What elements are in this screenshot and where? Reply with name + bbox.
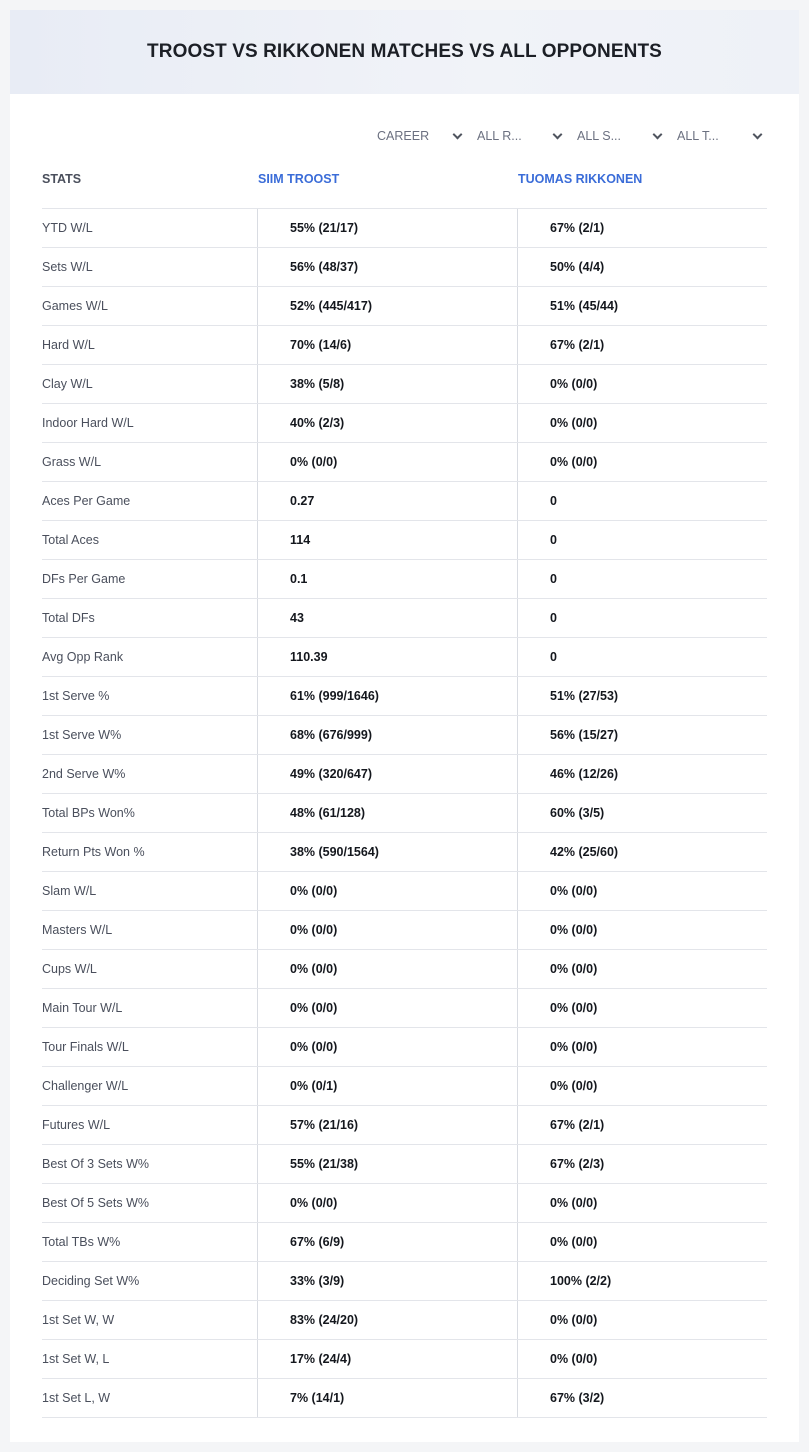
stat-label: Games W/L xyxy=(42,299,108,313)
table-row xyxy=(42,1067,767,1106)
player2-value: 50% (4/4) xyxy=(517,248,767,286)
stat-label: Total BPs Won% xyxy=(42,806,135,820)
player2-value: 0% (0/0) xyxy=(517,365,767,403)
table-row xyxy=(42,911,767,950)
player1-value: 57% (21/16) xyxy=(257,1106,517,1144)
player1-value: 83% (24/20) xyxy=(257,1301,517,1339)
player2-value: 46% (12/26) xyxy=(517,755,767,793)
stat-label: Deciding Set W% xyxy=(42,1274,140,1288)
column-header-stats: STATS xyxy=(42,172,82,186)
player1-value: 0% (0/1) xyxy=(257,1067,517,1105)
stat-label: DFs Per Game xyxy=(42,572,126,586)
player2-value: 67% (2/3) xyxy=(517,1145,767,1183)
stat-label: 1st Serve % xyxy=(42,689,110,703)
player2-value: 0% (0/0) xyxy=(517,911,767,949)
stat-label: Total TBs W% xyxy=(42,1235,121,1249)
stat-label: Aces Per Game xyxy=(42,494,131,508)
player2-value: 0% (0/0) xyxy=(517,404,767,442)
player2-value: 0% (0/0) xyxy=(517,1301,767,1339)
player1-value: 49% (320/647) xyxy=(257,755,517,793)
player2-value: 0 xyxy=(517,521,767,559)
table-row xyxy=(42,794,767,833)
player1-value: 0% (0/0) xyxy=(257,989,517,1027)
player2-value: 100% (2/2) xyxy=(517,1262,767,1300)
player1-value: 70% (14/6) xyxy=(257,326,517,364)
table-row xyxy=(42,833,767,872)
table-row xyxy=(42,404,767,443)
stat-label: Best Of 3 Sets W% xyxy=(42,1157,149,1171)
player1-value: 7% (14/1) xyxy=(257,1379,517,1417)
table-row xyxy=(42,287,767,326)
stat-label: Masters W/L xyxy=(42,923,113,937)
table-row xyxy=(42,872,767,911)
filter-bar xyxy=(367,126,767,146)
filter-period-select[interactable] xyxy=(367,126,467,146)
player1-value: 0% (0/0) xyxy=(257,950,517,988)
stat-label: Tour Finals W/L xyxy=(42,1040,129,1054)
player2-value: 0 xyxy=(517,599,767,637)
player1-value: 67% (6/9) xyxy=(257,1223,517,1261)
player1-value: 56% (48/37) xyxy=(257,248,517,286)
player1-value: 52% (445/417) xyxy=(257,287,517,325)
stat-label: YTD W/L xyxy=(42,221,93,235)
table-row xyxy=(42,443,767,482)
filter-round-select[interactable] xyxy=(467,126,567,146)
stat-label: 1st Set L, W xyxy=(42,1391,111,1405)
page-header xyxy=(10,10,799,94)
table-row xyxy=(42,248,767,287)
table-row xyxy=(42,1340,767,1379)
table-row xyxy=(42,365,767,404)
chevron-down-icon xyxy=(653,129,663,139)
stat-label: Main Tour W/L xyxy=(42,1001,123,1015)
filter-value: ALL S... xyxy=(577,129,622,143)
player1-value: 55% (21/17) xyxy=(257,209,517,247)
stat-label: 1st Set W, L xyxy=(42,1352,110,1366)
table-row xyxy=(42,1262,767,1301)
player2-value: 42% (25/60) xyxy=(517,833,767,871)
player2-value: 0 xyxy=(517,560,767,598)
table-row xyxy=(42,1184,767,1223)
stat-label: Indoor Hard W/L xyxy=(42,416,134,430)
table-row xyxy=(42,677,767,716)
chevron-down-icon xyxy=(553,129,563,139)
table-row xyxy=(42,521,767,560)
player2-value: 67% (2/1) xyxy=(517,1106,767,1144)
player2-value: 0% (0/0) xyxy=(517,950,767,988)
stat-label: Challenger W/L xyxy=(42,1079,129,1093)
table-row xyxy=(42,989,767,1028)
stat-label: Hard W/L xyxy=(42,338,95,352)
table-row xyxy=(42,1223,767,1262)
table-row xyxy=(42,755,767,794)
player1-value: 0% (0/0) xyxy=(257,443,517,481)
player1-value: 33% (3/9) xyxy=(257,1262,517,1300)
stat-label: Slam W/L xyxy=(42,884,97,898)
player1-value: 0% (0/0) xyxy=(257,1184,517,1222)
stat-label: Total Aces xyxy=(42,533,99,547)
player2-value: 0% (0/0) xyxy=(517,1067,767,1105)
table-row xyxy=(42,1301,767,1340)
stat-label: Best Of 5 Sets W% xyxy=(42,1196,149,1210)
stat-label: Total DFs xyxy=(42,611,95,625)
player2-value: 0 xyxy=(517,638,767,676)
player1-value: 38% (590/1564) xyxy=(257,833,517,871)
table-row xyxy=(42,1379,767,1418)
player1-value: 43 xyxy=(257,599,517,637)
table-row xyxy=(42,209,767,248)
page-title: TROOST VS RIKKONEN MATCHES VS ALL OPPONENTS xyxy=(147,41,662,62)
player1-value: 0% (0/0) xyxy=(257,872,517,910)
table-row xyxy=(42,1028,767,1067)
table-row xyxy=(42,950,767,989)
player2-value: 51% (27/53) xyxy=(517,677,767,715)
player1-value: 114 xyxy=(257,521,517,559)
stat-label: Sets W/L xyxy=(42,260,93,274)
player2-value: 0% (0/0) xyxy=(517,989,767,1027)
filter-tournament-select[interactable] xyxy=(667,126,767,146)
chevron-down-icon xyxy=(453,129,463,139)
filter-value: ALL R... xyxy=(477,129,522,143)
player1-value: 61% (999/1646) xyxy=(257,677,517,715)
stat-label: Cups W/L xyxy=(42,962,97,976)
column-header-player1[interactable]: SIIM TROOST xyxy=(258,172,340,186)
stat-label: Grass W/L xyxy=(42,455,102,469)
player1-value: 0.1 xyxy=(257,560,517,598)
player2-value: 0% (0/0) xyxy=(517,872,767,910)
player1-value: 0.27 xyxy=(257,482,517,520)
filter-surface-select[interactable] xyxy=(567,126,667,146)
stats-table xyxy=(42,208,767,1418)
table-row xyxy=(42,482,767,521)
column-header-player2[interactable]: TUOMAS RIKKONEN xyxy=(518,172,643,186)
player1-value: 0% (0/0) xyxy=(257,911,517,949)
stat-label: 1st Set W, W xyxy=(42,1313,115,1327)
stats-card xyxy=(10,10,799,1442)
player2-value: 67% (3/2) xyxy=(517,1379,767,1417)
player2-value: 67% (2/1) xyxy=(517,209,767,247)
stat-label: Avg Opp Rank xyxy=(42,650,124,664)
stat-label: 2nd Serve W% xyxy=(42,767,126,781)
table-row xyxy=(42,638,767,677)
player1-value: 17% (24/4) xyxy=(257,1340,517,1378)
player2-value: 0% (0/0) xyxy=(517,443,767,481)
player2-value: 60% (3/5) xyxy=(517,794,767,832)
table-row xyxy=(42,599,767,638)
player2-value: 0% (0/0) xyxy=(517,1028,767,1066)
stat-label: 1st Serve W% xyxy=(42,728,122,742)
player2-value: 0 xyxy=(517,482,767,520)
filter-value: ALL T... xyxy=(677,129,719,143)
player2-value: 67% (2/1) xyxy=(517,326,767,364)
stat-label: Futures W/L xyxy=(42,1118,111,1132)
player1-value: 48% (61/128) xyxy=(257,794,517,832)
chevron-down-icon xyxy=(753,129,763,139)
table-row xyxy=(42,560,767,599)
player1-value: 0% (0/0) xyxy=(257,1028,517,1066)
player2-value: 0% (0/0) xyxy=(517,1223,767,1261)
table-row xyxy=(42,716,767,755)
stat-label: Clay W/L xyxy=(42,377,93,391)
player2-value: 56% (15/27) xyxy=(517,716,767,754)
table-row xyxy=(42,1145,767,1184)
table-row xyxy=(42,326,767,365)
player2-value: 51% (45/44) xyxy=(517,287,767,325)
player2-value: 0% (0/0) xyxy=(517,1340,767,1378)
player1-value: 38% (5/8) xyxy=(257,365,517,403)
player1-value: 40% (2/3) xyxy=(257,404,517,442)
player1-value: 68% (676/999) xyxy=(257,716,517,754)
player2-value: 0% (0/0) xyxy=(517,1184,767,1222)
player1-value: 55% (21/38) xyxy=(257,1145,517,1183)
table-header xyxy=(42,170,767,208)
filter-value: CAREER xyxy=(377,129,430,143)
table-row xyxy=(42,1106,767,1145)
stat-label: Return Pts Won % xyxy=(42,845,145,859)
player1-value: 110.39 xyxy=(257,638,517,676)
